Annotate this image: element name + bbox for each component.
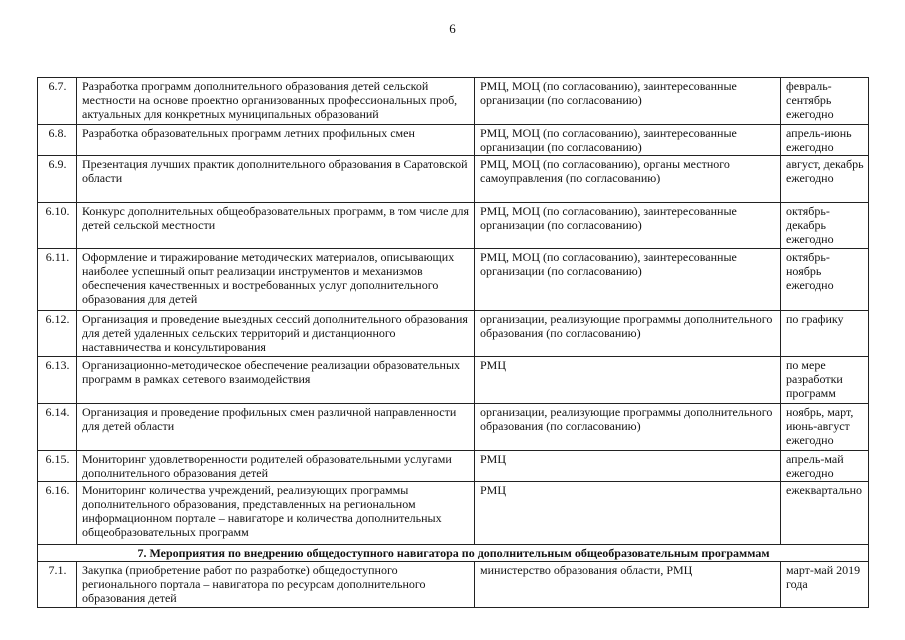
executors-cell: организации, реализующие программы дополнительного образования (по согласованию) — [475, 404, 781, 451]
activity-cell: Организационно-методическое обеспечение реализации образовательных программ в рамках сетевого взаимодействия — [77, 357, 475, 404]
row-number: 6.8. — [38, 125, 77, 156]
table-row — [38, 562, 869, 608]
term-cell: апрель-май ежегодно — [781, 451, 869, 482]
table-row — [38, 78, 869, 125]
row-number: 6.13. — [38, 357, 77, 404]
term-cell: октябрь-ноябрь ежегодно — [781, 249, 869, 311]
term-cell: по графику — [781, 311, 869, 357]
table-row — [38, 125, 869, 156]
executors-cell: министерство образования области, РМЦ — [475, 562, 781, 608]
activity-cell: Разработка образовательных программ летних профильных смен — [77, 125, 475, 156]
activities-table — [37, 77, 869, 608]
term-cell: по мере разработки программ — [781, 357, 869, 404]
row-number: 6.14. — [38, 404, 77, 451]
executors-cell: РМЦ, МОЦ (по согласованию), заинтересованные организации (по согласованию) — [475, 78, 781, 125]
table-row — [38, 482, 869, 545]
executors-cell: РМЦ, МОЦ (по согласованию), заинтересованные организации (по согласованию) — [475, 203, 781, 249]
table-row — [38, 311, 869, 357]
section-title: 7. Мероприятия по внедрению общедоступного навигатора по дополнительным общеобразовательным программам — [38, 545, 869, 562]
row-number: 6.16. — [38, 482, 77, 545]
executors-cell: РМЦ, МОЦ (по согласованию), заинтересованные организации (по согласованию) — [475, 249, 781, 311]
executors-cell: РМЦ — [475, 482, 781, 545]
term-cell: ноябрь, март, июнь-август ежегодно — [781, 404, 869, 451]
executors-cell: организации, реализующие программы дополнительного образования (по согласованию) — [475, 311, 781, 357]
activity-cell: Мониторинг удовлетворенности родителей образовательными услугами дополнительного образования детей — [77, 451, 475, 482]
term-cell: август, декабрь ежегодно — [781, 156, 869, 203]
row-number: 6.9. — [38, 156, 77, 203]
executors-cell: РМЦ — [475, 357, 781, 404]
activity-cell: Презентация лучших практик дополнительного образования в Саратовской области — [77, 156, 475, 203]
term-cell: октябрь-декабрь ежегодно — [781, 203, 869, 249]
activity-cell: Оформление и тиражирование методических материалов, описывающих наиболее успешный опыт реализации инструментов и механизмов обеспечения качественных и востребованных услуг дополнительного образования для детей — [77, 249, 475, 311]
row-number: 6.11. — [38, 249, 77, 311]
activity-cell: Разработка программ дополнительного образования детей сельской местности на основе проектно организованных профессиональных проб, актуальных для конкретных муниципальных образований — [77, 78, 475, 125]
activity-cell: Закупка (приобретение работ по разработке) общедоступного регионального портала – навигатора по ресурсам дополнительного образования детей — [77, 562, 475, 608]
table-row — [38, 249, 869, 311]
table-row — [38, 357, 869, 404]
page-number: 6 — [449, 21, 456, 36]
row-number: 6.10. — [38, 203, 77, 249]
term-cell: февраль-сентябрь ежегодно — [781, 78, 869, 125]
activity-cell: Мониторинг количества учреждений, реализующих программы дополнительного образования, представленных на региональном информационном портале – навигаторе и количества дополнительных общеобразовательных программ — [77, 482, 475, 545]
table-row — [38, 451, 869, 482]
row-number: 6.12. — [38, 311, 77, 357]
activity-cell: Конкурс дополнительных общеобразовательных программ, в том числе для детей сельской местности — [77, 203, 475, 249]
executors-cell: РМЦ, МОЦ (по согласованию), органы местного самоуправления (по согласованию) — [475, 156, 781, 203]
activity-cell: Организация и проведение выездных сессий дополнительного образования для детей удаленных сельских территорий и дистанционного наставничества и консультирования — [77, 311, 475, 357]
executors-cell: РМЦ, МОЦ (по согласованию), заинтересованные организации (по согласованию) — [475, 125, 781, 156]
activity-cell: Организация и проведение профильных смен различной направленности для детей области — [77, 404, 475, 451]
term-cell: ежеквартально — [781, 482, 869, 545]
row-number: 7.1. — [38, 562, 77, 608]
term-cell: март-май 2019 года — [781, 562, 869, 608]
row-number: 6.15. — [38, 451, 77, 482]
section-header-row — [38, 545, 869, 562]
executors-cell: РМЦ — [475, 451, 781, 482]
row-number: 6.7. — [38, 78, 77, 125]
term-cell: апрель-июнь ежегодно — [781, 125, 869, 156]
table-row — [38, 203, 869, 249]
table-row — [38, 404, 869, 451]
table-row — [38, 156, 869, 203]
